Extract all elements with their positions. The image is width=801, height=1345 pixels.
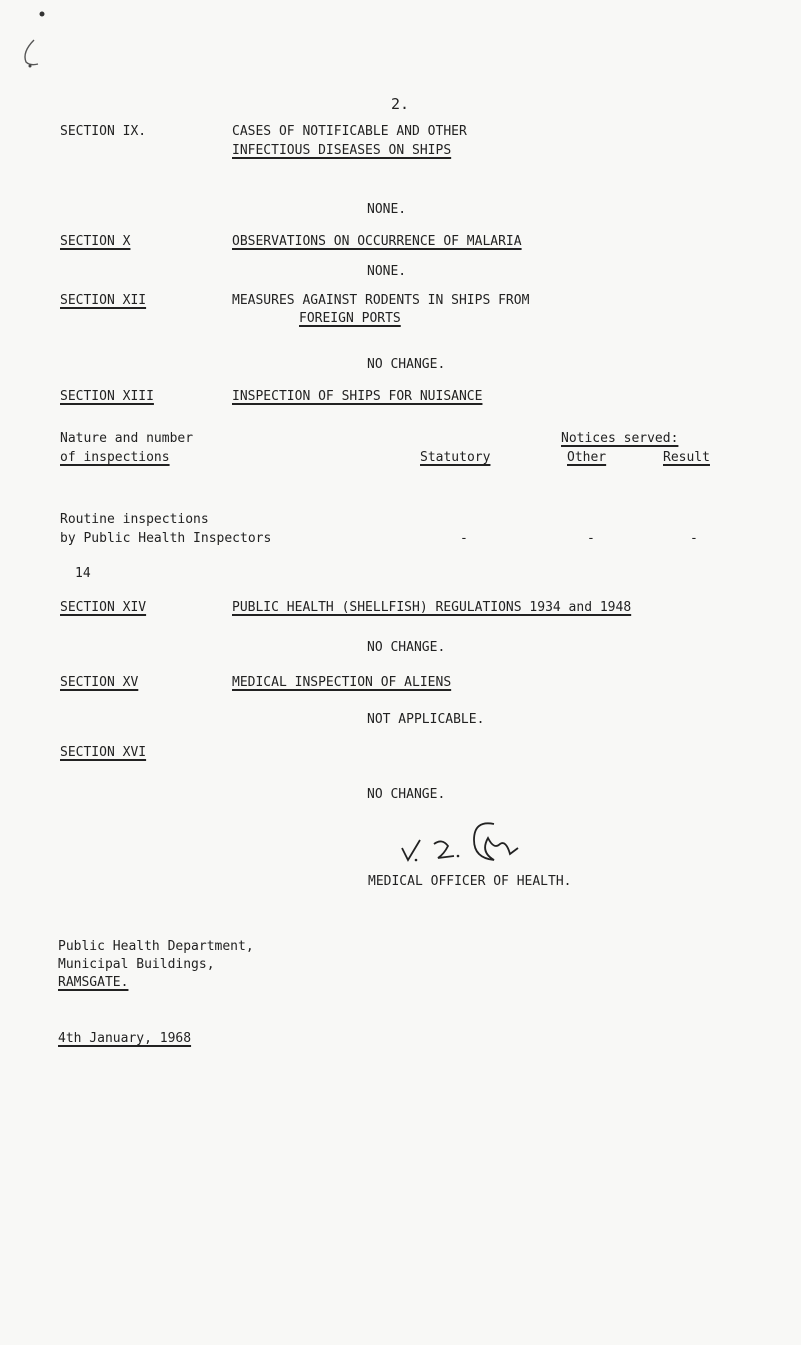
section-15-result: NOT APPLICABLE. [367, 712, 485, 727]
table-col-statutory: Statutory [420, 450, 491, 465]
handwritten-signature [394, 810, 524, 870]
table-notices-header: Notices served: [561, 431, 679, 446]
table-row-result: - [690, 531, 698, 546]
section-13-label: SECTION XIII [60, 389, 154, 404]
section-12-title-line1: MEASURES AGAINST RODENTS IN SHIPS FROM [232, 293, 530, 308]
section-16-label: SECTION XVI [60, 745, 147, 760]
table-row-label-line2: by Public Health Inspectors [60, 531, 272, 546]
section-16-result: NO CHANGE. [367, 787, 446, 802]
address-line1: Public Health Department, [58, 939, 254, 954]
section-12-label: SECTION XII [60, 293, 147, 308]
table-col-other: Other [567, 450, 607, 465]
document-date: 4th January, 1968 [58, 1031, 192, 1046]
table-col-result: Result [663, 450, 710, 465]
table-row-other: - [587, 531, 595, 546]
section-9-title-line2: INFECTIOUS DISEASES ON SHIPS [232, 143, 452, 158]
section-10-title: OBSERVATIONS ON OCCURRENCE OF MALARIA [232, 234, 522, 249]
page-number: 2. [391, 95, 410, 113]
table-col1-header-line1: Nature and number [60, 431, 194, 446]
section-9-title-line1: CASES OF NOTIFICABLE AND OTHER [232, 124, 467, 139]
section-15-label: SECTION XV [60, 675, 139, 690]
officer-title: MEDICAL OFFICER OF HEALTH. [368, 874, 572, 889]
section-13-title: INSPECTION OF SHIPS FOR NUISANCE [232, 389, 483, 404]
section-14-title: PUBLIC HEALTH (SHELLFISH) REGULATIONS 1934 and 1948 [232, 600, 632, 615]
section-15-title: MEDICAL INSPECTION OF ALIENS [232, 675, 452, 690]
table-row-count: 14 [75, 566, 91, 581]
table-row-label-line1: Routine inspections [60, 512, 209, 527]
margin-pen-mark [8, 8, 48, 68]
section-9-result: NONE. [367, 202, 407, 217]
section-10-result: NONE. [367, 264, 407, 279]
address-line2: Municipal Buildings, [58, 957, 215, 972]
table-row-statutory: - [460, 531, 468, 546]
section-9-label: SECTION IX. [60, 124, 147, 139]
section-12-title-line2: FOREIGN PORTS [299, 311, 401, 326]
section-12-result: NO CHANGE. [367, 357, 446, 372]
section-14-label: SECTION XIV [60, 600, 147, 615]
table-col1-header-line2: of inspections [60, 450, 170, 465]
address-line3: RAMSGATE. [58, 975, 129, 990]
section-14-result: NO CHANGE. [367, 640, 446, 655]
section-10-label: SECTION X [60, 234, 131, 249]
